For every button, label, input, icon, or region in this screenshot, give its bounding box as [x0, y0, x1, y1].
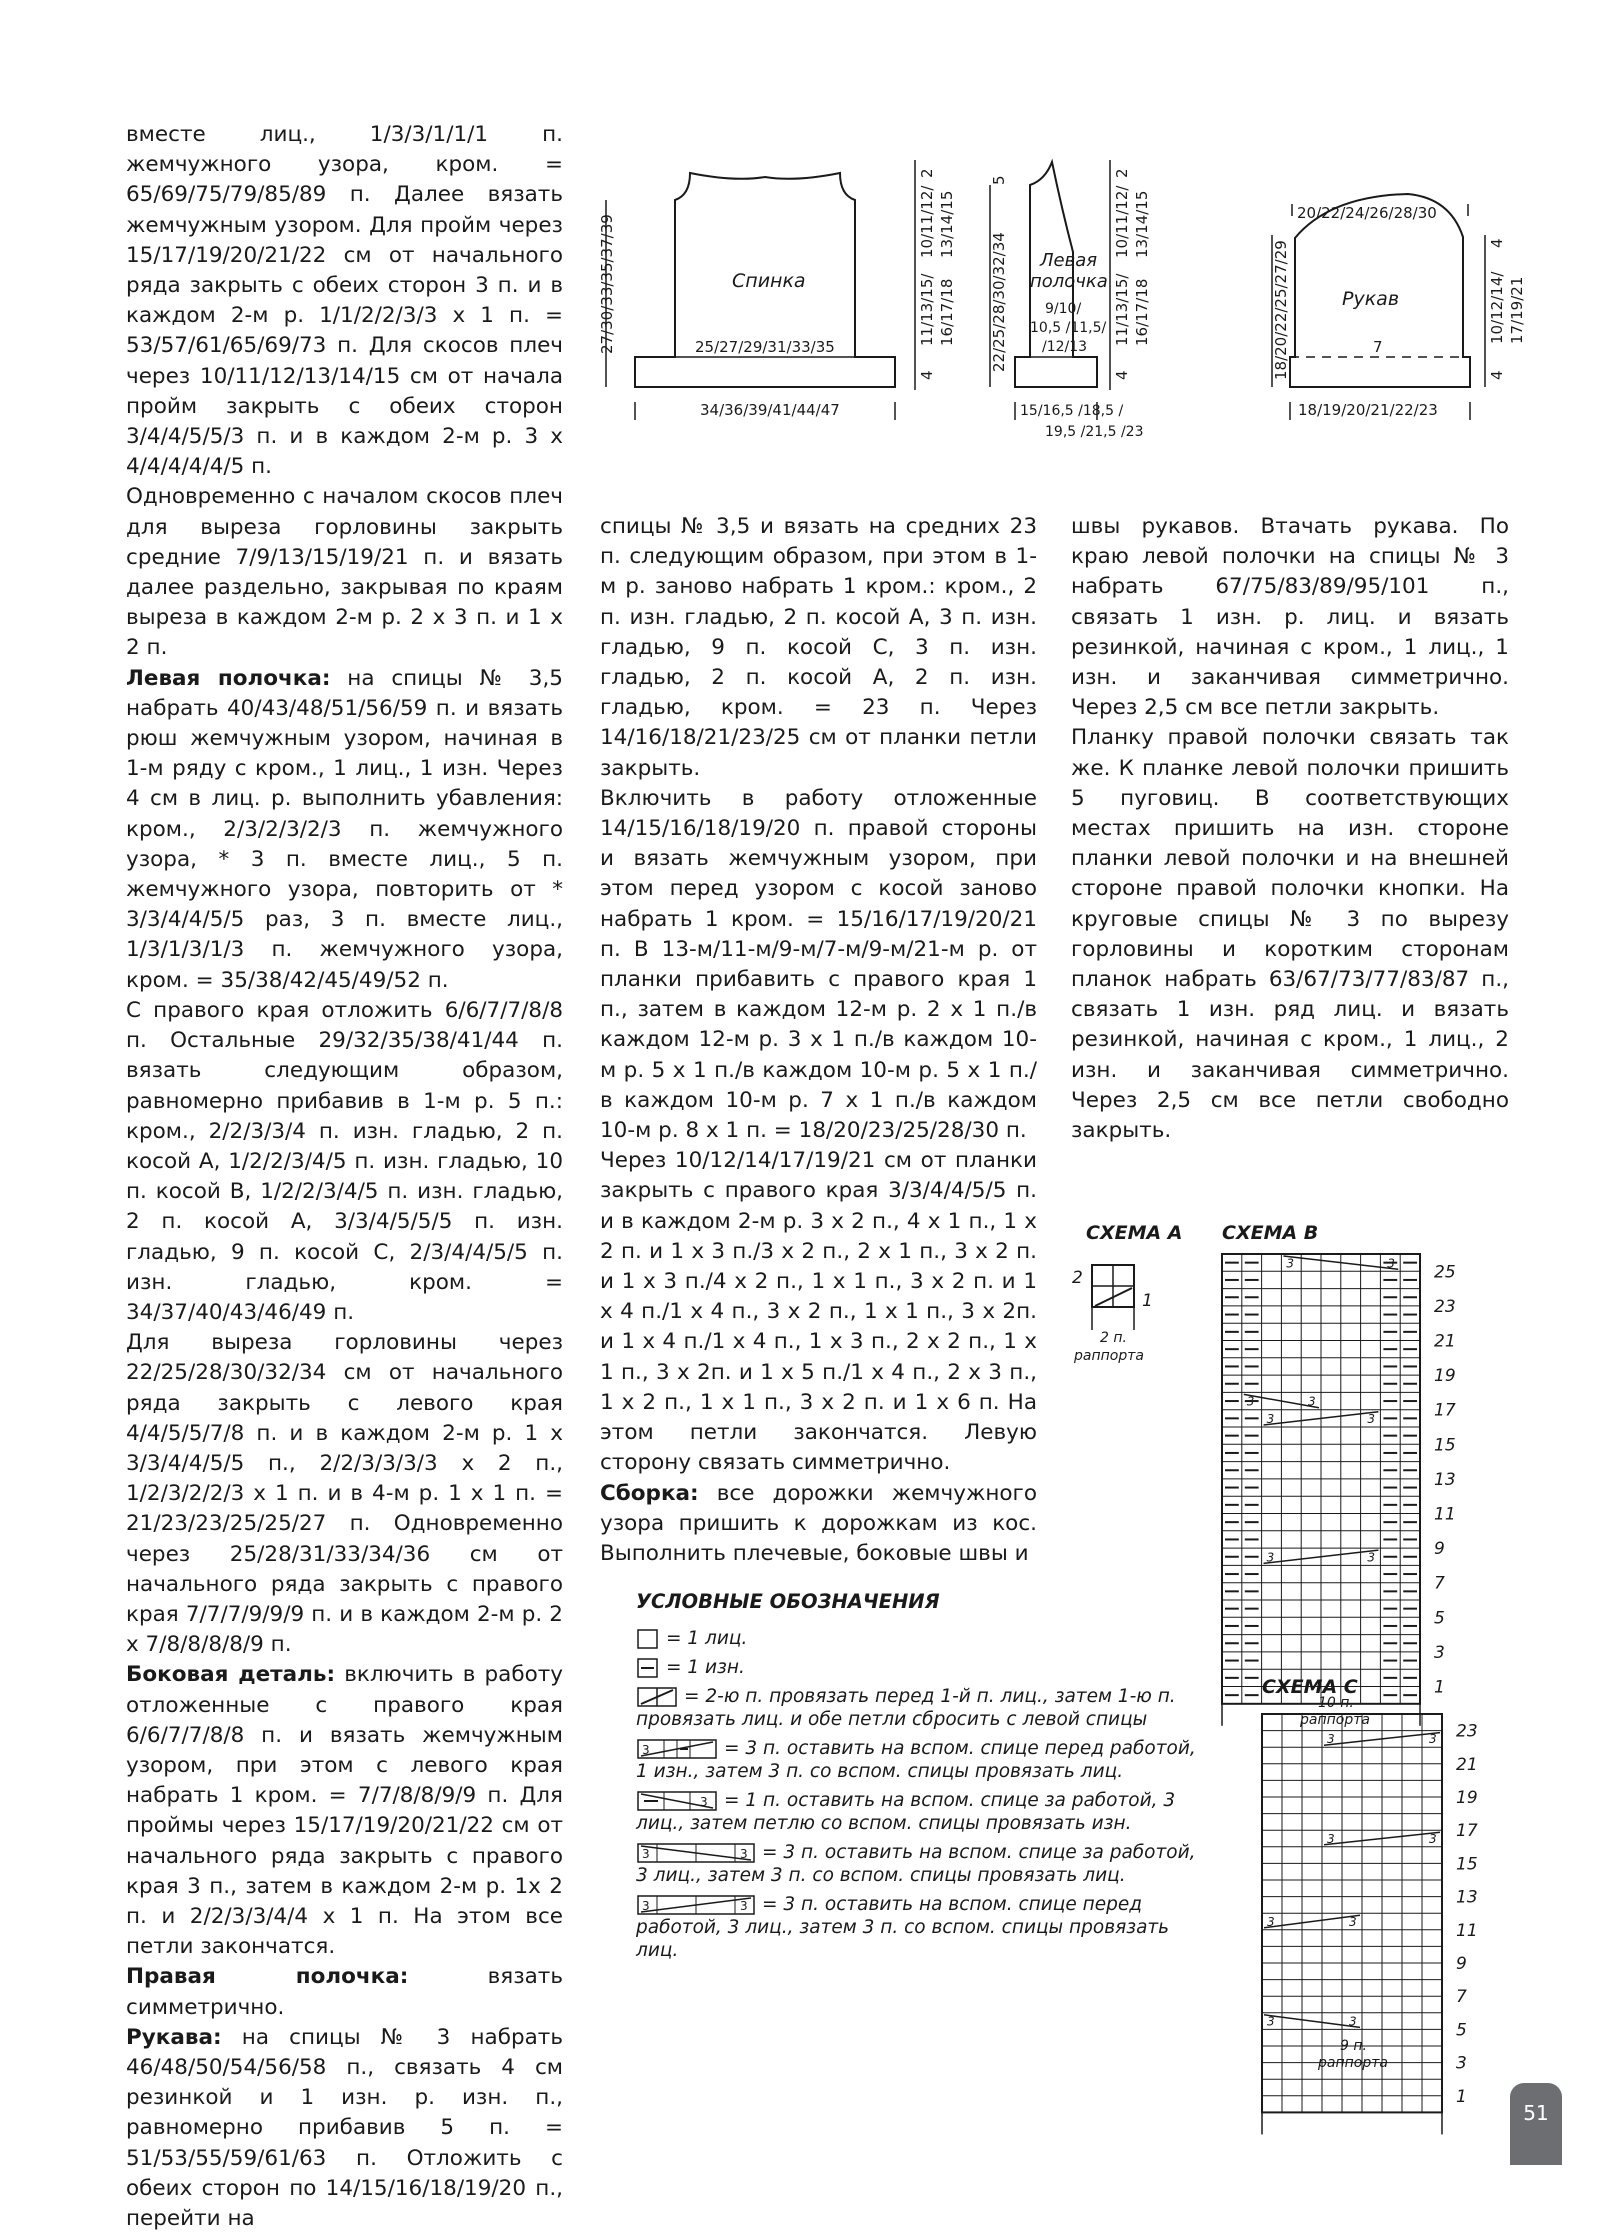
scheme-b-grid — [1222, 1254, 1456, 1726]
legend-text: = 3 п. оставить на вспом. спице перед работой, 1 изн., затем 3 п. со вспом. спицы провязать лиц. — [636, 1738, 1196, 1782]
sleeve-right-dim: 17/19/21 — [1508, 276, 1526, 344]
section-heading: Сборка: — [600, 1480, 699, 1506]
row-number: 7 — [1434, 1573, 1445, 1594]
text-column-3 — [1071, 512, 1509, 1146]
legend-item-cable-back-knit — [636, 1841, 1196, 1887]
row-number: 21 — [1434, 1331, 1456, 1352]
back-inner-width-dim: 25/27/29/31/33/35 — [695, 338, 835, 356]
row-number: 3 — [1434, 1642, 1445, 1663]
page-number: 51 — [1523, 2101, 1549, 2125]
row-number: 9 — [1434, 1539, 1445, 1560]
legend-item-cross-2 — [636, 1685, 1196, 1731]
front-right-dim: 16/17/18 — [1133, 278, 1151, 346]
front-rib-dim: 4 — [1113, 370, 1131, 380]
scheme-a-repeat: 2 п. — [1100, 1330, 1127, 1346]
scheme-a-row-label: 2 — [1072, 1268, 1083, 1288]
legend-item-cable-front-knit — [636, 1893, 1196, 1962]
front-top-dim: 5 — [990, 175, 1008, 185]
row-number: 1 — [1456, 2086, 1467, 2107]
legend-text: = 2-ю п. провязать перед 1-й п. лиц., затем 1-ю п. провязать лиц. и обе петли сбросить с левой спицы — [636, 1686, 1176, 1730]
knit-stitch-icon — [636, 1628, 660, 1650]
sleeve-center-dim: 7 — [1373, 338, 1383, 356]
row-number: 15 — [1456, 1854, 1478, 1875]
back-right-dim: 13/14/15 — [938, 190, 956, 258]
row-number: 19 — [1456, 1788, 1478, 1808]
front-width-dim: 19,5 /21,5 /23 — [1045, 424, 1144, 440]
text-column-2 — [600, 512, 1037, 1569]
cable-count: 3 — [1266, 1412, 1275, 1426]
back-right-dim: 16/17/18 — [938, 278, 956, 346]
legend-text: = 1 п. оставить на вспом. спице за работой, 3 лиц., затем петлю со вспом. спицы провязать изн. — [636, 1790, 1176, 1834]
paragraph: Включить в работу отложенные 14/15/16/18/19/20 п. правой стороны и вязать жемчужным узором, при этом перед узором с косой заново набрать 1 кром. = 15/16/17/19/20/21 п. В 13-м/11-м/9-м/7-м/9-м/21-м р. от планки прибавить с правого края 1 п., затем в каждом 12-м р. 2 х 1 п./в каждом 12-м р. 3 х 1 п./в каждом 10-м р. 5 х 1 п./в каждом 10-м р. 5 х 1 п./в каждом 10-м р. 7 х 1 п./в каждом 10-м р. 8 х 1 п. = 18/20/23/25/28/30 п. — [600, 785, 1037, 1144]
row-number: 19 — [1434, 1366, 1456, 1387]
legend-item-cable-front-purl — [636, 1737, 1196, 1783]
row-number: 5 — [1456, 2020, 1467, 2041]
section-text: вязать симметрично. — [126, 1964, 563, 2020]
row-number: 23 — [1456, 1721, 1478, 1742]
repeat-label: раппорта — [1318, 2055, 1388, 2071]
scheme-c-grid — [1262, 1714, 1478, 2134]
repeat-label: раппорта — [1300, 1712, 1370, 1728]
paragraph: вместе лиц., 1/3/3/1/1/1 п. жемчужного узора, кром. = 65/69/75/79/85/89 п. Далее вязать жемчужным узором. Для пройм через 15/17/19/20/21/22 см от начального ряда закрыть с обеих сторон 3 п. и в каждом 2-м р. 1/1/2/2/3/3 х 1 п. = 53/57/61/65/69/73 п. Для скосов плеч через 10/11/12/13/14/15 см от начала пройм закрыть с обеих сторон 3/4/4/5/5/3 п. и в каждом 2-м р. 3 х 4/4/4/4/4/5 п. — [126, 122, 563, 480]
section-text: включить в работу отложенные с правого края 6/6/7/7/8/8 п. и вязать жемчужным узором, при этом с левого края набрать 1 кром. = 7/7/8/8/9/9 п. Для проймы через 15/17/19/20/21/22 см от начального ряда закрыть с правого края 3 п., затем в каждом 2-м р. 1х 2 п. и 2/2/3/3/4/4 х 1 п. На этом все петли закончатся. — [126, 1662, 563, 1960]
sleeve-label: Рукав — [1342, 288, 1400, 310]
paragraph: спицы № 3,5 и вязать на средних 23 п. следующим образом, при этом в 1-м р. заново набрать 1 кром.: кром., 2 п. изн. гладью, 2 п. косой А, 3 п. изн. гладью, 9 п. косой С, 3 п. изн. гладью, 2 п. косой А, 2 п. изн. гладью, кром. = 23 п. Через 14/16/18/21/23/25 см от планки петли закрыть. — [600, 514, 1037, 781]
section-text: на спицы № 3,5 набрать 40/43/48/51/56/59 п. и вязать рюш жемчужным узором, начиная в 1-м ряду с кром., 1 лиц., 1 изн. Через 4 см в лиц. р. выполнить убавления: кром., 2/3/2/3/2/3 п. жемчужного узора, * 3 п. вместе лиц., 5 п. жемчужного узора, повторить от * 3/3/4/4/5/5 раз, 3 п. вместе лиц., 1/3/1/3/1/3 п. жемчужного узора, кром. = 35/38/42/45/49/52 п. — [126, 665, 563, 993]
section-text: на спицы № 3 набрать 46/48/50/54/56/58 п., связать 4 см резинкой и 1 изн. р. изн. п., равномерно прибавив 5 п. = 51/53/55/59/61/63 п. Отложить с обеих сторон по 14/15/16/18/19/20 п., перейти на — [126, 2024, 563, 2232]
paragraph: швы рукавов. Втачать рукава. По краю левой полочки на спицы № 3 набрать 67/75/83/89/95/101 п., связать 1 изн. р. лиц. и вязать резинкой, начиная с кром., 1 лиц., 1 изн. и заканчивая симметрично. Через 2,5 см все петли закрыть. — [1071, 514, 1509, 721]
legend-item-knit — [636, 1627, 1196, 1650]
scheme-a-row-label: 1 — [1142, 1291, 1153, 1311]
sleeve-right-dim: 10/12/14/ — [1488, 271, 1506, 344]
sleeves-section — [126, 2023, 563, 2234]
cross-count-label: 3 — [642, 1743, 650, 1757]
legend-text: = 1 лиц. — [666, 1628, 748, 1649]
cable-front-knit-icon — [636, 1894, 756, 1916]
row-number: 9 — [1456, 1954, 1467, 1974]
front-right-dim: 11/13/15/ — [1113, 273, 1131, 346]
garment-schematics — [590, 140, 1550, 450]
left-front-section — [126, 664, 563, 996]
purl-stitch-icon — [636, 1657, 660, 1679]
sleeve-height-dim: 18/20/22/25/27/29 — [1272, 240, 1290, 380]
row-number: 21 — [1456, 1754, 1478, 1775]
cable-count: 3 — [1327, 1831, 1335, 1846]
text-column-1 — [126, 120, 563, 2234]
cable-count: 3 — [1429, 1732, 1437, 1747]
right-front-section — [126, 1962, 563, 2022]
sleeve-width-dim: 18/19/20/21/22/23 — [1298, 401, 1438, 419]
row-number: 5 — [1434, 1608, 1445, 1629]
section-heading: Рукава: — [126, 2024, 222, 2050]
row-number: 7 — [1456, 1987, 1467, 2008]
front-inner-dim: /12/13 — [1042, 339, 1088, 355]
legend-text: = 1 изн. — [666, 1657, 745, 1678]
two-stitch-cross-icon — [636, 1686, 678, 1708]
sleeve-right-top-dim: 4 — [1488, 238, 1506, 248]
back-height-dim: 27/30/33/35/37/39 — [598, 214, 616, 354]
row-number: 11 — [1434, 1504, 1456, 1525]
cable-count: 3 — [1246, 1394, 1255, 1409]
front-width-dim: 15/16,5 /18,5 / — [1020, 403, 1124, 419]
legend-title: УСЛОВНЫЕ ОБОЗНАЧЕНИЯ — [636, 1590, 940, 1613]
front-right-dim: 2 — [1113, 168, 1131, 178]
cable-count: 3 — [1349, 1914, 1357, 1929]
section-heading: Левая полочка: — [126, 665, 331, 691]
back-label: Спинка — [732, 270, 806, 292]
cable-mark — [1264, 2015, 1360, 2028]
sleeve-rib-dim: 4 — [1488, 370, 1506, 380]
legend-item-purl — [636, 1656, 1196, 1679]
paragraph: Планку правой полочки связать так же. К планке левой полочки пришить 5 пуговиц. В соответствующих местах пришить на изн. стороне планки левой полочки и на внешней стороне правой полочки кнопки. На круговые спицы № 3 по вырезу горловины и коротким сторонам планок набрать 63/67/73/77/83/87 п., связать 1 изн. ряд лиц. и вязать резинкой, начиная с кром., 1 лиц., 2 изн. и заканчивая симметрично. Через 2,5 см все петли свободно закрыть. — [1071, 725, 1509, 1144]
scheme-b-title: СХЕМА В — [1222, 1222, 1319, 1244]
back-rib-dim: 4 — [918, 370, 936, 380]
cable-count: 3 — [1367, 1550, 1376, 1565]
cable-count: 3 — [1266, 1550, 1275, 1565]
row-number: 17 — [1456, 1821, 1478, 1842]
front-inner-dim: 9/10/ — [1045, 301, 1082, 317]
legend — [636, 1590, 1196, 1968]
back-right-dim: 2 — [918, 168, 936, 178]
cross-count-label: 3 — [740, 1847, 748, 1861]
front-right-dim: 10/11/12/ — [1113, 185, 1131, 258]
cable-back-purl-icon — [636, 1790, 718, 1812]
row-number: 13 — [1456, 1887, 1478, 1908]
cross-count-label: 3 — [642, 1899, 650, 1913]
cable-count: 3 — [1429, 1831, 1437, 1846]
cable-front-purl-icon — [636, 1738, 718, 1760]
scheme-c-title: СХЕМА С — [1262, 1676, 1358, 1698]
row-number: 15 — [1434, 1435, 1456, 1456]
cable-count: 3 — [1387, 1256, 1395, 1271]
front-inner-dim: 10,5 /11,5/ — [1030, 320, 1107, 336]
paragraph: Через 10/12/14/17/19/21 см от планки закрыть с правого края 3/3/4/4/5/5 п. и в каждом 2-м р. 3 х 2 п., 4 х 1 п., 1 х 2 п. и 1 х 3 п./3 х 2 п., 2 х 1 п., 3 х 2 п. и 1 х 3 п./4 х 2 п., 1 х 1 п., 3 х 2 п. и 1 х 4 п./1 х 4 п., 3 х 2 п., 1 х 1 п., 3 х 2п. и 1 х 4 п./1 х 4 п., 1 х 3 п., 2 х 2 п., 1 х 1 п., 3 х 2п. и 1 х 5 п./1 х 4 п., 2 х 3 п., 1 х 2 п., 1 х 1 п., 3 х 2 п. и 1 х 6 п. На этом петли закончатся. Левую сторону связать симметрично. — [600, 1148, 1037, 1476]
row-number: 11 — [1456, 1920, 1478, 1941]
front-label: Левая — [1040, 250, 1098, 271]
paragraph: С правого края отложить 6/6/7/7/8/8 п. Остальные 29/32/35/38/41/44 п. вязать следующим образом, равномерно прибавив в 1-м р. 5 п.: кром., 2/2/3/3/4 п. изн. гладью, 2 п. косой А, 1/2/2/3/4/5 п. изн. гладью, 10 п. косой В, 1/2/2/3/4/5 п. изн. гладью, 2 п. косой А, 3/3/4/5/5/5 п. изн. гладью, 9 п. косой С, 2/3/4/4/5/5 п. изн. гладью, кром. = 34/37/40/43/46/49 п. — [126, 997, 563, 1325]
cable-count: 3 — [1349, 2014, 1357, 2029]
legend-text: = 3 п. оставить на вспом. спице перед работой, 3 лиц., затем 3 п. со вспом. спицы провязать лиц. — [636, 1894, 1170, 1961]
section-text: все дорожки жемчужного узора пришить к дорожкам из кос. Выполнить плечевые, боковые швы и — [600, 1480, 1037, 1566]
back-width-dim: 34/36/39/41/44/47 — [700, 401, 840, 419]
cable-mark — [1264, 1915, 1360, 1928]
front-height-dim: 22/25/28/30/32/34 — [990, 232, 1008, 372]
assembly-section — [600, 1479, 1037, 1570]
side-section — [126, 1660, 563, 1962]
section-heading: Правая полочка: — [126, 1964, 409, 1990]
scheme-a-repeat: раппорта — [1074, 1348, 1144, 1364]
cross-count-label: 3 — [700, 1795, 708, 1809]
section-heading: Боковая деталь: — [126, 1662, 336, 1688]
cross-count-label: 3 — [740, 1899, 748, 1913]
page-number-tab — [1510, 2083, 1562, 2165]
sleeve-top-dim: 20/22/24/26/28/30 — [1297, 204, 1437, 222]
cross-count-label: 3 — [642, 1847, 650, 1861]
paragraph: Одновременно с началом скосов плеч для выреза горловины закрыть средние 7/9/13/15/19/21 п. и вязать далее раздельно, закрывая по краям выреза в каждом 2-м р. 2 х 3 п. и 1 х 2 п. — [126, 484, 563, 661]
row-number: 3 — [1456, 2053, 1467, 2074]
cable-back-knit-icon — [636, 1842, 756, 1864]
scheme-a-title: СХЕМА А — [1086, 1222, 1183, 1244]
row-number: 17 — [1434, 1400, 1456, 1421]
cable-count: 3 — [1267, 2014, 1275, 2029]
cable-count: 3 — [1267, 1914, 1275, 1929]
row-number: 25 — [1434, 1262, 1456, 1283]
repeat-label: 10 п. — [1318, 1695, 1354, 1711]
repeat-label: 9 п. — [1340, 2038, 1367, 2054]
row-number: 1 — [1434, 1677, 1445, 1698]
row-number: 23 — [1434, 1296, 1456, 1317]
legend-text: = 3 п. оставить на вспом. спице за работой, 3 лиц., затем 3 п. со вспом. спицы провязать лиц. — [636, 1842, 1196, 1886]
cable-count: 3 — [1308, 1394, 1316, 1409]
back-right-dim: 11/13/15/ — [918, 273, 936, 346]
cable-count: 3 — [1367, 1412, 1376, 1426]
front-label: полочка — [1030, 271, 1108, 292]
row-number: 13 — [1434, 1469, 1456, 1490]
paragraph: Для выреза горловины через 22/25/28/30/32/34 см от начального ряда закрыть с левого края 4/4/5/5/7/8 п. и в каждом 2-м р. 1 х 3/3/4/4/5/5 п., 2/2/3/3/3/3 х 2 п., 1/2/3/2/2/3 х 1 п. и в 4-м р. 1 х 1 п. = 21/23/23/25/25/27 п. Одновременно через 25/28/31/33/34/36 см от начального ряда закрыть с правого края 7/7/7/9/9/9 п. и в каждом 2-м р. 2 х 7/8/8/8/8/9 п. — [126, 1330, 563, 1658]
cable-count: 3 — [1286, 1256, 1295, 1271]
front-right-dim: 13/14/15 — [1133, 190, 1151, 258]
back-right-dim: 10/11/12/ — [918, 185, 936, 258]
cable-count: 3 — [1327, 1732, 1335, 1747]
legend-item-cable-back-purl — [636, 1789, 1196, 1835]
